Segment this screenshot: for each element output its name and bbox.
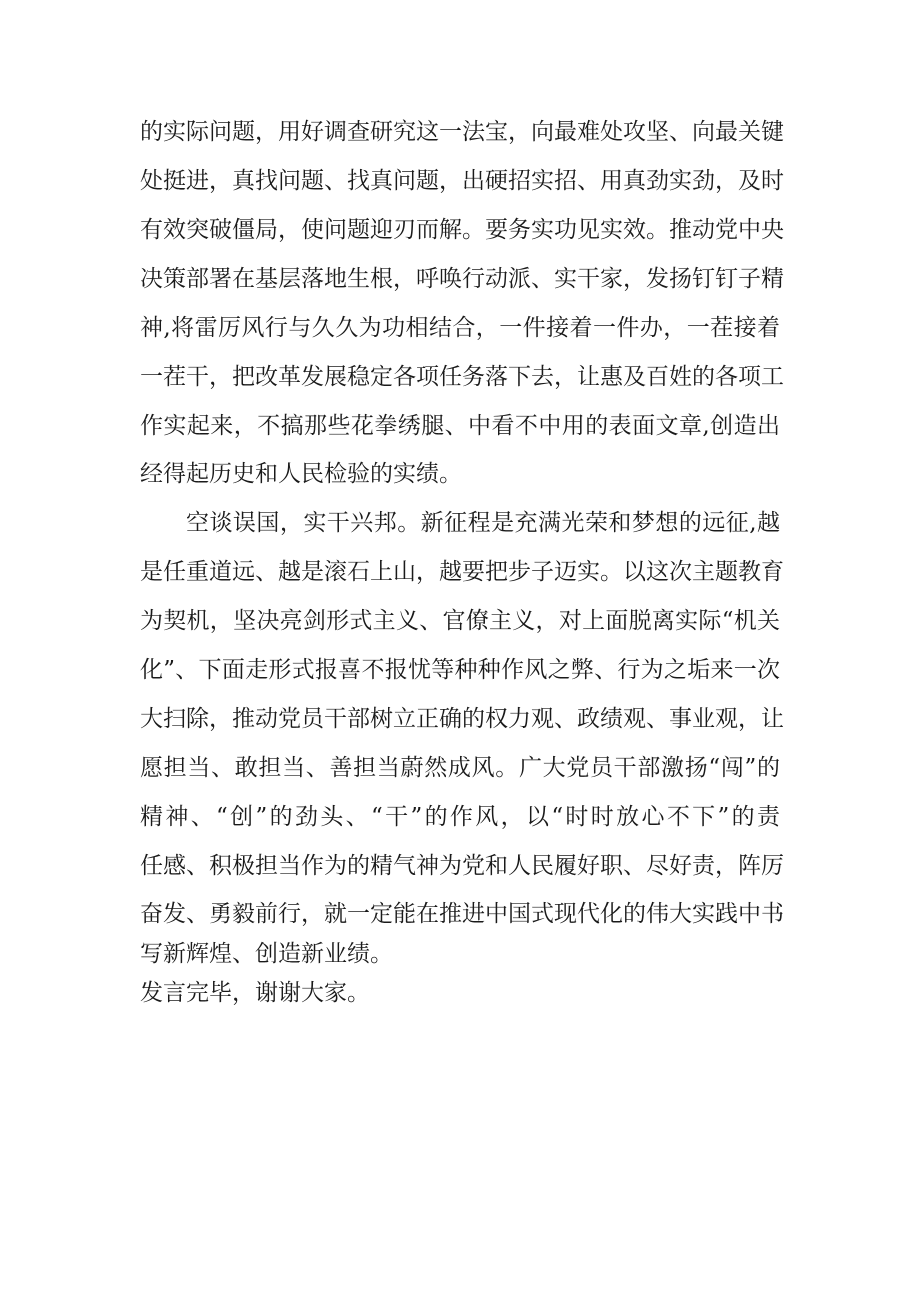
closing-line: 发言完毕，谢谢大家。 <box>140 980 370 1006</box>
paragraph-1-line-3: 有效突破僵局，使问题迎刃而解。要务实功见实效。推动党中央 <box>140 217 784 243</box>
paragraph-1-line-7: 作实起来，不搞那些花拳绣腿、中看不中用的表面文章,创造出 <box>140 413 780 439</box>
paragraph-2-line-8: 任感、积极担当作为的精气神为党和人民履好职、尽好责，阵厉 <box>140 853 784 879</box>
paragraph-1-line-1: 的实际问题，用好调查研究这一法宝，向最难处攻坚、向最关键 <box>140 119 784 145</box>
paragraph-2-line-9: 奋发、勇毅前行，就一定能在推进中国式现代化的伟大实践中书 <box>140 901 784 927</box>
paragraph-2-line-6: 愿担当、敢担当、善担当蔚然成风。广大党员干部激扬“闯”的 <box>140 755 780 781</box>
paragraph-1-line-4: 决策部署在基层落地生根，呼唤行动派、实干家，发扬钉钉子精 <box>140 266 784 292</box>
paragraph-1-line-5: 神,将雷厉风行与久久为功相结合，一件接着一件办，一茬接着 <box>140 315 780 341</box>
paragraph-2-line-4: 化”、下面走形式报喜不报忧等种种作风之弊、行为之垢来一次 <box>140 657 780 683</box>
paragraph-2-line-7: 精神、“创”的劲头、“干”的作风，以“时时放心不下”的责 <box>140 804 780 830</box>
paragraph-1-line-2: 处挺进，真找问题、找真问题，出硬招实招、用真劲实劲，及时 <box>140 168 784 194</box>
paragraph-1-line-8: 经得起历史和人民检验的实绩。 <box>140 461 462 487</box>
paragraph-1-line-6: 一茬干，把改革发展稳定各项任务落下去，让惠及百姓的各项工 <box>140 364 784 390</box>
paragraph-2-line-3: 为契机，坚决亮剑形式主义、官僚主义，对上面脱离实际“机关 <box>140 608 780 634</box>
paragraph-2-line-1: 空谈误国，实干兴邦。新征程是充满光荣和梦想的远征,越 <box>186 510 780 536</box>
paragraph-2-line-2: 是任重道远、越是滚石上山，越要把步子迈实。以这次主题教育 <box>140 559 784 585</box>
paragraph-2-line-5: 大扫除，推动党员干部树立正确的权力观、政绩观、事业观，让 <box>140 706 784 732</box>
paragraph-2-line-10: 写新辉煌、创造新业绩。 <box>140 941 393 967</box>
